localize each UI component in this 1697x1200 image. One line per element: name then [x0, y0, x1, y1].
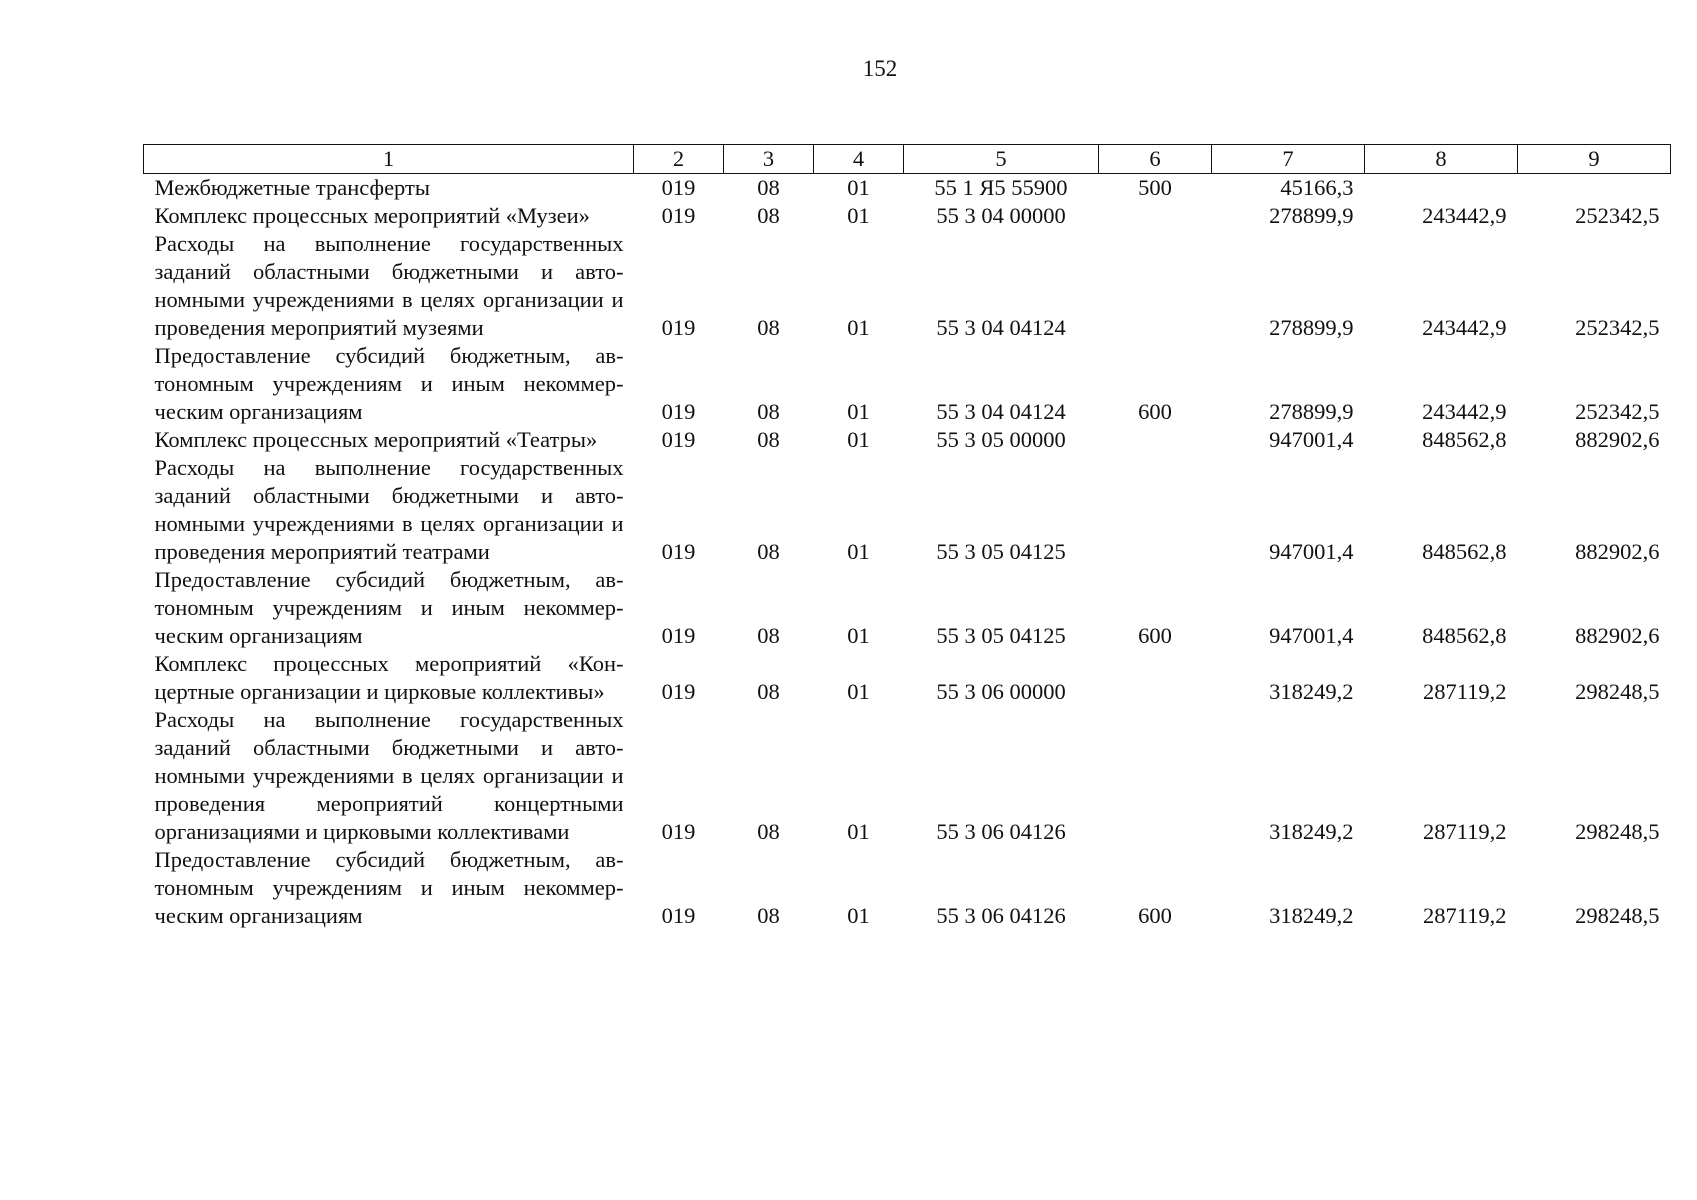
row-code-4: 01 [847, 819, 870, 844]
row-code-2: 019 [661, 819, 696, 844]
column-header: 6 [1099, 145, 1212, 174]
row-code-6 [1099, 706, 1212, 846]
table-row [144, 426, 1671, 454]
column-header: 3 [724, 145, 814, 174]
row-amount-7: 947001,4 [1269, 623, 1354, 648]
row-amount-9: 252342,5 [1575, 203, 1660, 228]
row-code-3: 08 [757, 679, 780, 704]
budget-table [143, 144, 1671, 930]
row-name: Предоставление субсидий бюджетным, автономным учреждениям и иным некоммерческим организациям [154, 847, 624, 928]
row-name: Комплекс процессных мероприятий «Театры» [154, 427, 598, 452]
row-amount-7: 45166,3 [1280, 175, 1354, 200]
row-amount-8: 848562,8 [1422, 539, 1507, 564]
row-amount-9: 298248,5 [1575, 819, 1660, 844]
row-code-6: 600 [1138, 903, 1172, 928]
table-row [144, 202, 1671, 230]
row-name: Предоставление субсидий бюджетным, автономным учреждениям и иным некоммерческим организациям [154, 567, 624, 648]
row-code-5: 55 3 05 04125 [936, 539, 1066, 564]
row-code-4: 01 [847, 315, 870, 340]
row-amount-7: 318249,2 [1269, 819, 1354, 844]
row-amount-9: 298248,5 [1575, 679, 1660, 704]
row-code-6 [1099, 650, 1212, 706]
row-amount-7: 318249,2 [1269, 679, 1354, 704]
row-name: Расходы на выполнение государственных заданий областными бюджетными и автономными учреждениями в целях организации и проведения мероприятий концертными организациями и цирковыми коллективами [154, 707, 624, 844]
row-code-6: 600 [1138, 399, 1172, 424]
row-amount-8: 287119,2 [1422, 903, 1507, 928]
column-header: 4 [814, 145, 904, 174]
row-amount-7: 318249,2 [1269, 903, 1354, 928]
table-header-row [144, 145, 1671, 174]
row-code-6: 500 [1138, 175, 1172, 200]
row-amount-7: 278899,9 [1269, 203, 1354, 228]
table-row [144, 230, 1671, 342]
row-code-6 [1099, 230, 1212, 342]
row-code-2: 019 [661, 539, 696, 564]
table-row [144, 566, 1671, 650]
row-name: Расходы на выполнение государственных заданий областными бюджетными и автономными учреждениями в целях организации и проведения мероприятий музеями [154, 231, 624, 340]
table-row [144, 454, 1671, 566]
page-number: 152 [862, 56, 898, 81]
row-code-5: 55 3 06 04126 [936, 903, 1066, 928]
row-amount-9: 882902,6 [1575, 427, 1660, 452]
row-name: Предоставление субсидий бюджетным, автономным учреждениям и иным некоммерческим организациям [154, 343, 624, 424]
row-code-5: 55 3 04 04124 [936, 399, 1066, 424]
row-name: Расходы на выполнение государственных заданий областными бюджетными и автономными учреждениями в целях организации и проведения мероприятий театрами [154, 455, 624, 564]
row-code-4: 01 [847, 203, 870, 228]
row-code-2: 019 [661, 427, 696, 452]
row-code-2: 019 [661, 203, 696, 228]
table-row [144, 706, 1671, 846]
column-header: 7 [1212, 145, 1365, 174]
row-amount-7: 278899,9 [1269, 315, 1354, 340]
row-code-6 [1099, 426, 1212, 454]
row-name: Комплекс процессных мероприятий «Концертные организации и цирковые коллективы» [154, 651, 624, 704]
row-code-4: 01 [847, 427, 870, 452]
row-name: Межбюджетные трансферты [154, 175, 430, 200]
row-code-6: 600 [1138, 623, 1172, 648]
row-code-4: 01 [847, 539, 870, 564]
row-amount-7: 278899,9 [1269, 399, 1354, 424]
row-code-3: 08 [757, 819, 780, 844]
row-amount-9: 298248,5 [1575, 903, 1660, 928]
row-code-3: 08 [757, 175, 780, 200]
column-header: 8 [1365, 145, 1518, 174]
row-amount-7: 947001,4 [1269, 539, 1354, 564]
row-amount-9 [1518, 174, 1671, 203]
row-code-6 [1099, 454, 1212, 566]
column-header: 1 [144, 145, 634, 174]
row-code-2: 019 [661, 623, 696, 648]
row-code-4: 01 [847, 623, 870, 648]
row-amount-8: 243442,9 [1422, 315, 1507, 340]
row-code-3: 08 [757, 399, 780, 424]
row-code-5: 55 3 04 04124 [936, 315, 1066, 340]
row-code-5: 55 1 Я5 55900 [934, 175, 1068, 200]
table-row [144, 174, 1671, 203]
row-code-5: 55 3 06 04126 [936, 819, 1066, 844]
row-code-2: 019 [661, 175, 696, 200]
row-name: Комплекс процессных мероприятий «Музеи» [154, 203, 590, 228]
table-row [144, 342, 1671, 426]
row-amount-8: 287119,2 [1422, 679, 1507, 704]
row-code-3: 08 [757, 539, 780, 564]
table-row [144, 846, 1671, 930]
column-header: 2 [634, 145, 724, 174]
row-amount-8: 848562,8 [1422, 427, 1507, 452]
row-amount-9: 882902,6 [1575, 539, 1660, 564]
row-code-2: 019 [661, 399, 696, 424]
row-amount-8: 287119,2 [1422, 819, 1507, 844]
row-code-4: 01 [847, 679, 870, 704]
row-code-3: 08 [757, 427, 780, 452]
row-code-2: 019 [661, 903, 696, 928]
table-body [144, 174, 1671, 931]
row-code-5: 55 3 06 00000 [936, 679, 1066, 704]
row-code-4: 01 [847, 175, 870, 200]
row-amount-9: 252342,5 [1575, 315, 1660, 340]
row-amount-8: 243442,9 [1422, 203, 1507, 228]
row-code-4: 01 [847, 903, 870, 928]
row-code-5: 55 3 05 04125 [936, 623, 1066, 648]
row-code-3: 08 [757, 903, 780, 928]
row-code-2: 019 [661, 315, 696, 340]
row-code-5: 55 3 04 00000 [936, 203, 1066, 228]
column-header: 9 [1518, 145, 1671, 174]
row-amount-9: 882902,6 [1575, 623, 1660, 648]
row-code-2: 019 [661, 679, 696, 704]
row-code-3: 08 [757, 623, 780, 648]
row-amount-9: 252342,5 [1575, 399, 1660, 424]
column-header: 5 [904, 145, 1099, 174]
table-row [144, 650, 1671, 706]
row-code-3: 08 [757, 315, 780, 340]
row-amount-7: 947001,4 [1269, 427, 1354, 452]
row-code-5: 55 3 05 00000 [936, 427, 1066, 452]
row-code-3: 08 [757, 203, 780, 228]
row-amount-8 [1365, 174, 1518, 203]
row-code-4: 01 [847, 399, 870, 424]
row-amount-8: 848562,8 [1422, 623, 1507, 648]
row-amount-8: 243442,9 [1422, 399, 1507, 424]
row-code-6 [1099, 202, 1212, 230]
